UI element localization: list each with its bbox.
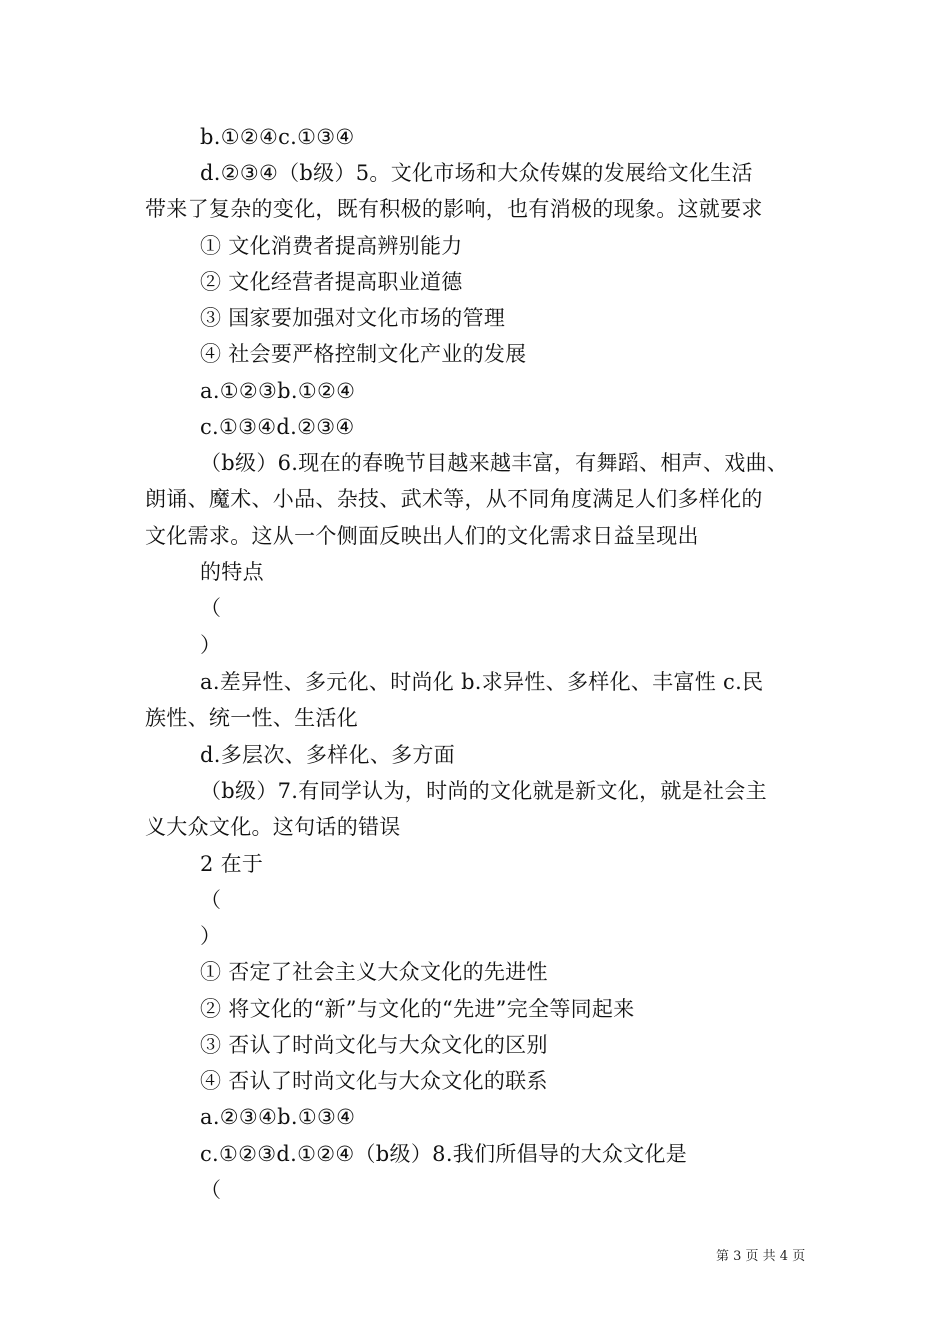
page-number-footer: 第 3 页 共 4 页 xyxy=(716,1249,806,1264)
text-line: （b级）6.现在的春晚节目越来越丰富，有舞蹈、相声、戏曲、 xyxy=(200,451,789,475)
text-line: 义大众文化。这句话的错误 xyxy=(145,815,401,839)
text-line: 文化需求。这从一个侧面反映出人们的文化需求日益呈现出 xyxy=(145,524,699,548)
text-line: ④ 社会要严格控制文化产业的发展 xyxy=(200,342,527,366)
text-line: ③ 国家要加强对文化市场的管理 xyxy=(200,306,506,330)
text-line: （b级）7.有同学认为，时尚的文化就是新文化，就是社会主 xyxy=(200,779,767,803)
text-line: ） xyxy=(200,924,222,948)
text-line: b.①②④c.①③④ xyxy=(200,125,355,149)
text-line: d.多层次、多样化、多方面 xyxy=(200,743,456,767)
text-line: c.①②③d.①②④（b级）8.我们所倡导的大众文化是 xyxy=(200,1142,688,1166)
text-line: 的特点 xyxy=(200,560,264,584)
text-line: 2 在于 xyxy=(200,852,264,876)
text-line: ① 否定了社会主义大众文化的先进性 xyxy=(200,960,548,984)
text-line: ③ 否认了时尚文化与大众文化的区别 xyxy=(200,1033,548,1057)
text-line: （ xyxy=(200,1178,222,1202)
text-line: a.①②③b.①②④ xyxy=(200,379,356,403)
text-line: 朗诵、魔术、小品、杂技、武术等，从不同角度满足人们多样化的 xyxy=(145,487,763,511)
text-line: d.②③④（b级）5。文化市场和大众传媒的发展给文化生活 xyxy=(200,161,753,185)
text-line: ② 将文化的“新”与文化的“先进”完全等同起来 xyxy=(200,997,635,1021)
text-line: （ xyxy=(200,888,222,912)
text-line: ） xyxy=(200,633,222,657)
text-line: ① 文化消费者提高辨别能力 xyxy=(200,234,463,258)
text-line: 带来了复杂的变化，既有积极的影响，也有消极的现象。这就要求 xyxy=(145,197,763,221)
text-line: 族性、统一性、生活化 xyxy=(145,706,358,730)
text-line: a.②③④b.①③④ xyxy=(200,1105,356,1129)
text-line: a.差异性、多元化、时尚化 b.求异性、多样化、丰富性 c.民 xyxy=(200,670,764,694)
text-line: （ xyxy=(200,596,222,620)
text-line: ② 文化经营者提高职业道德 xyxy=(200,270,463,294)
text-line: ④ 否认了时尚文化与大众文化的联系 xyxy=(200,1069,548,1093)
text-line: c.①③④d.②③④ xyxy=(200,415,355,439)
